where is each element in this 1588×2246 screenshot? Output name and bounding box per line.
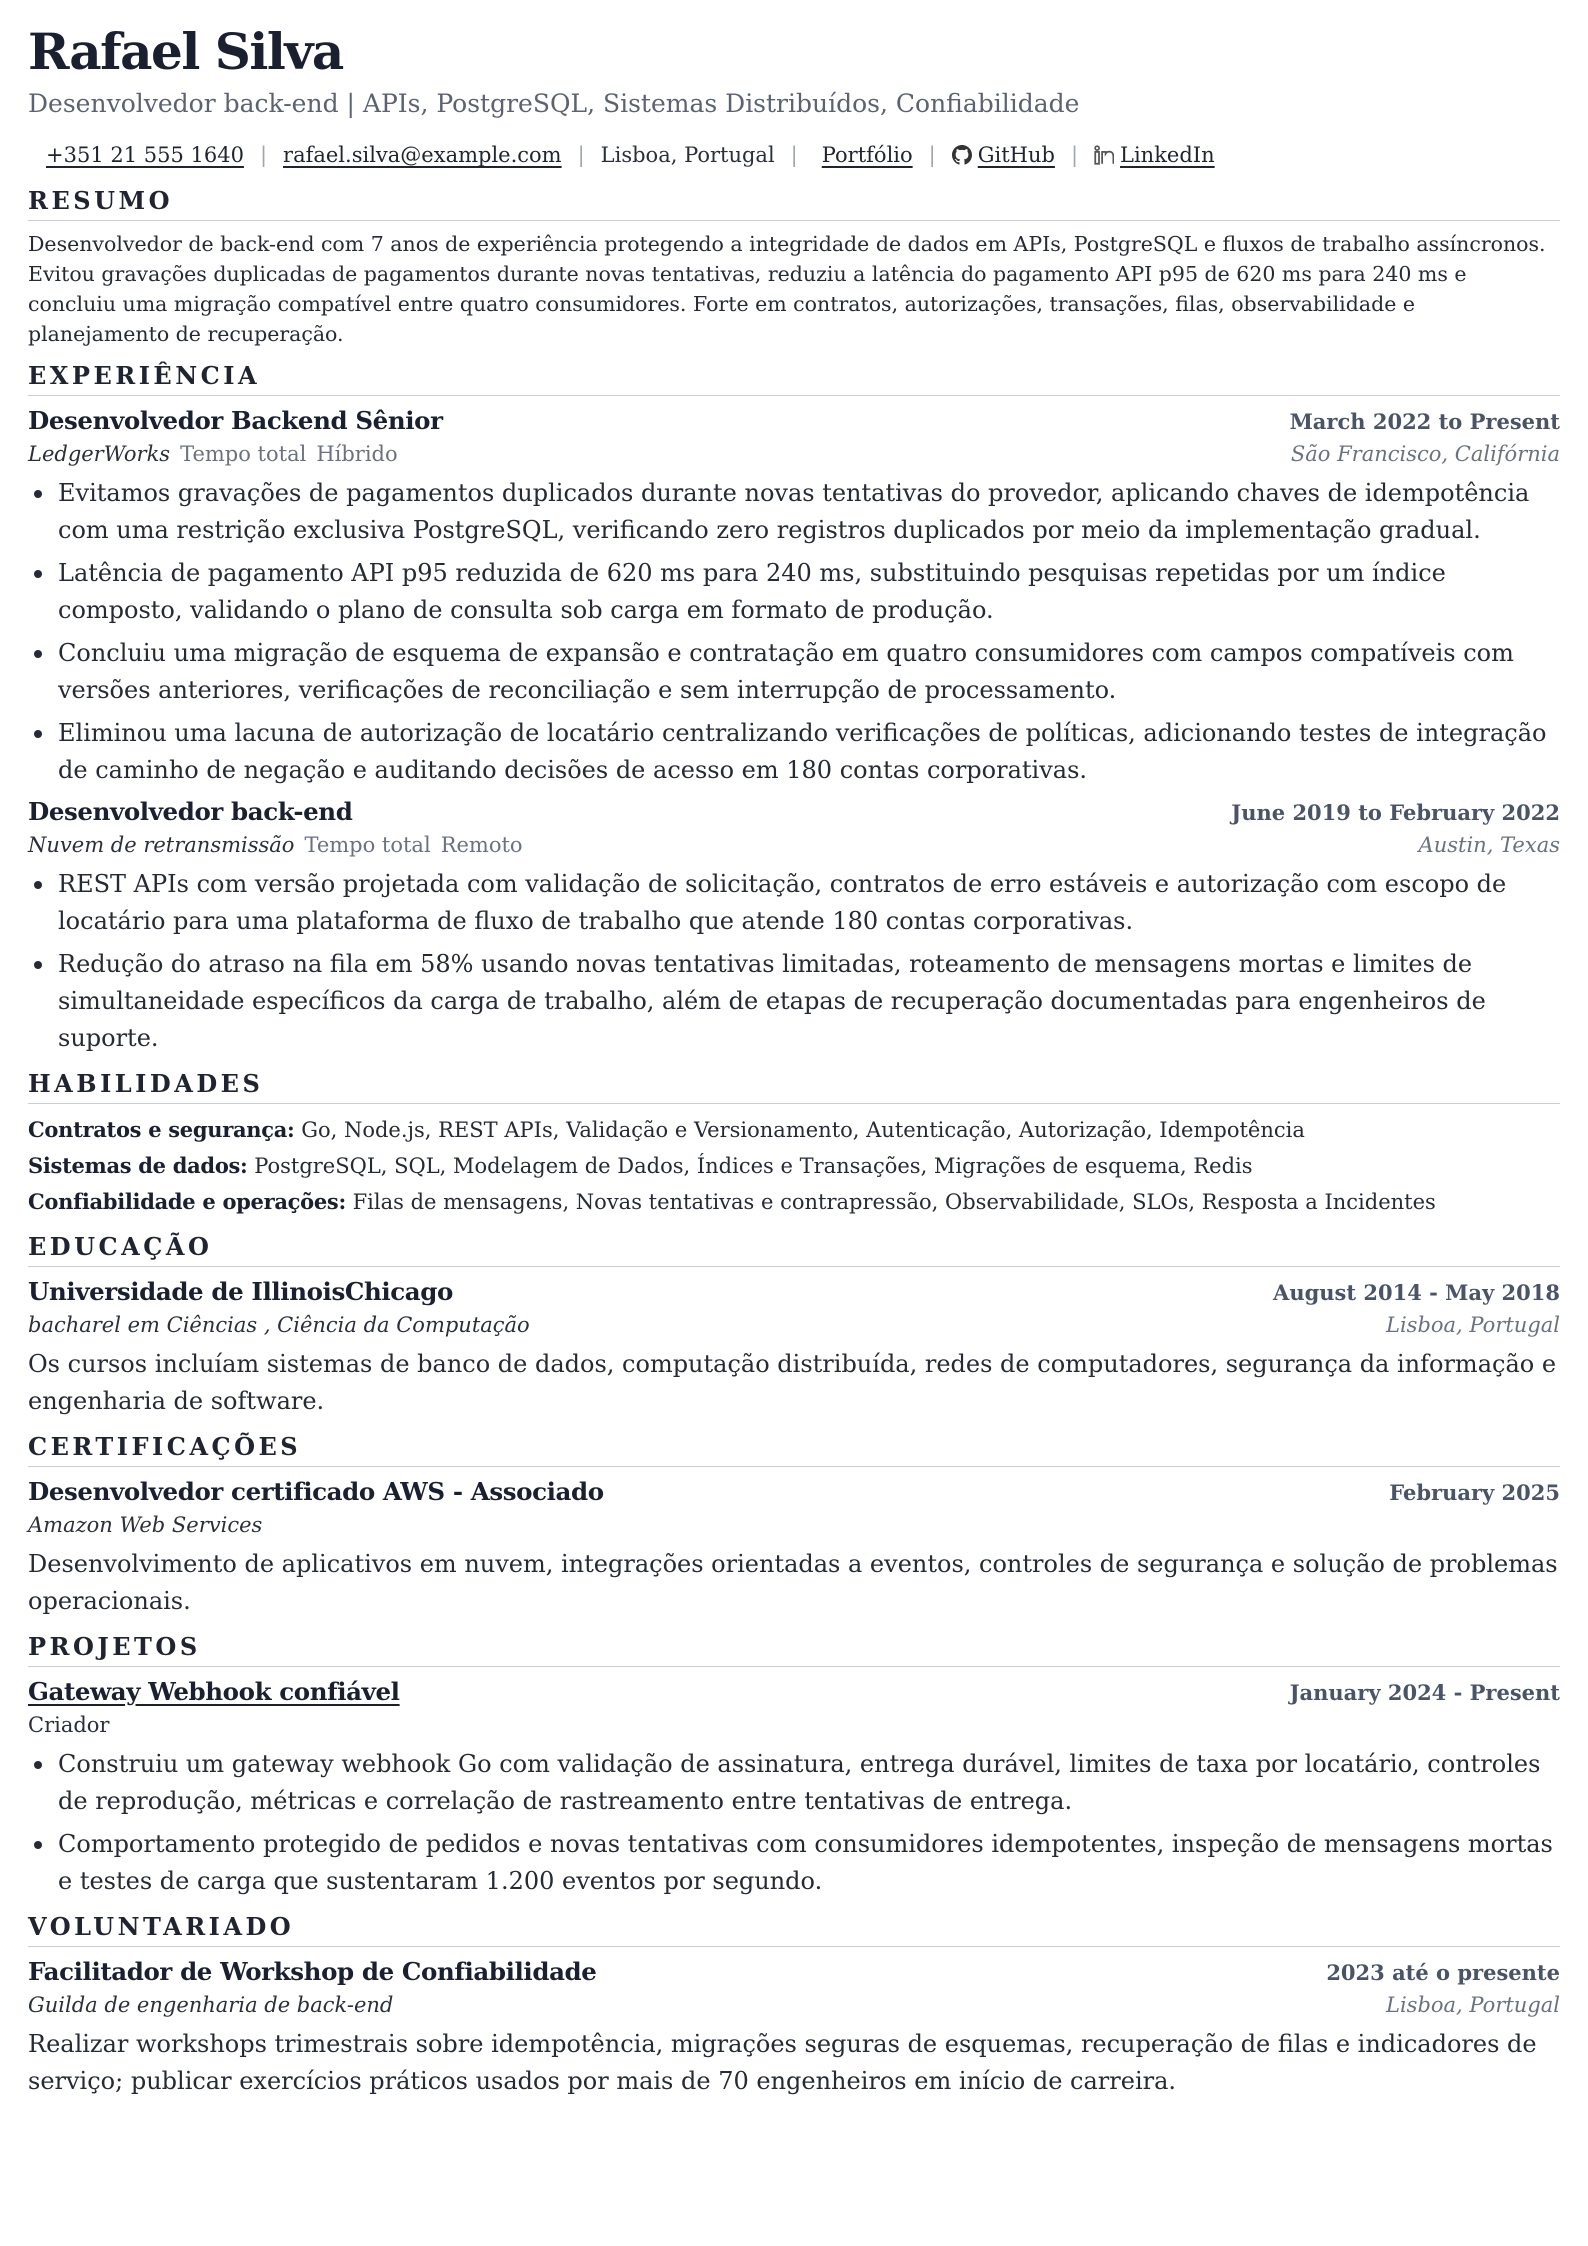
experience-entry (28, 404, 1560, 789)
job-mode: Remoto (440, 833, 523, 857)
linkedin-icon (1094, 145, 1114, 165)
volunteer-org: Guilda de engenharia de back-end (28, 1993, 394, 2017)
bullet-item: Comportamento protegido de pedidos e novas tentativas com consumidores idempotentes, inspeção de mensagens mortas e testes de carga que sustentaram 1.200 eventos por segundo. (28, 1826, 1560, 1900)
section-title-certifications: CERTIFICAÇÕES (28, 1430, 1560, 1467)
job-location: Austin, Texas (1418, 833, 1560, 857)
project-title-link[interactable]: Gateway Webhook confiável (28, 1677, 400, 1706)
contact-separator: | (1070, 143, 1079, 167)
project-bullets (28, 1746, 1560, 1900)
bullet-item: Construiu um gateway webhook Go com validação de assinatura, entrega durável, limites de taxa por locatário, controles de reprodução, métricas e correlação de rastreamento entre tentativas de entrega. (28, 1746, 1560, 1820)
certification-date: February 2025 (1389, 1480, 1560, 1505)
summary-section (28, 184, 1560, 349)
section-title-summary: RESUMO (28, 184, 1560, 221)
projects-section (28, 1630, 1560, 1900)
project-entry (28, 1675, 1560, 1900)
skill-row (28, 1184, 1560, 1220)
company-name: LedgerWorks (28, 442, 171, 466)
github-icon (952, 145, 972, 165)
bullet-item: Latência de pagamento API p95 reduzida de 620 ms para 240 ms, substituindo pesquisas repetidas por um índice composto, validando o plano de consulta sob carga em formato de produção. (28, 555, 1560, 629)
contact-separator: | (577, 143, 585, 167)
contact-separator: | (790, 143, 798, 167)
education-desc: Os cursos incluíam sistemas de banco de dados, computação distribuída, redes de computadores, segurança da informação e engenharia de software. (28, 1350, 1557, 1415)
portfolio-link[interactable]: Portfólio (821, 143, 913, 167)
job-date: March 2022 to Present (1289, 409, 1560, 434)
job-title: Desenvolvedor back-end (28, 797, 353, 826)
candidate-name: Rafael Silva (28, 22, 343, 81)
bullet-item: REST APIs com versão projetada com validação de solicitação, contratos de erro estáveis e autorização com escopo de locatário para uma plataforma de fluxo de trabalho que atende 180 contas corporativas. (28, 866, 1560, 940)
job-date: June 2019 to February 2022 (1231, 800, 1560, 825)
job-company (28, 830, 523, 860)
volunteer-desc: Realizar workshops trimestrais sobre idempotência, migrações seguras de esquemas, recuperação de filas e indicadores de serviço; publicar exercícios práticos usados por mais de 70 engenheiros em início de carreira. (28, 2030, 1537, 2095)
education-location: Lisboa, Portugal (1386, 1313, 1560, 1337)
skill-label: Contratos e segurança: (28, 1117, 295, 1142)
volunteer-title: Facilitador de Workshop de Confiabilidade (28, 1957, 597, 1986)
certifications-section (28, 1430, 1560, 1620)
volunteer-date: 2023 até o presente (1326, 1960, 1560, 1985)
project-role: Criador (28, 1713, 110, 1737)
education-date: August 2014 - May 2018 (1273, 1280, 1560, 1305)
summary-text: Desenvolvedor de back-end com 7 anos de experiência protegendo a integridade de dados em APIs, PostgreSQL e fluxos de trabalho assíncronos. Evitou gravações duplicadas de pagamentos durante novas tentativas, reduziu a latência do pagamento API p95 de 620 ms para 240 ms e concluiu uma migração compatível entre quatro consumidores. Forte em contratos, autorizações, transações, filas, observabilidade e planejamento de recuperação. (28, 232, 1546, 346)
school-name: Universidade de IllinoisChicago (28, 1277, 453, 1306)
job-type: Tempo total (304, 833, 431, 857)
education-entry (28, 1275, 1560, 1420)
location-text: Lisboa, Portugal (600, 143, 775, 167)
skill-label: Sistemas de dados: (28, 1153, 248, 1178)
phone-link[interactable]: +351 21 555 1640 (46, 143, 244, 167)
section-title-experience: EXPERIÊNCIA (28, 359, 1560, 396)
skill-items: PostgreSQL, SQL, Modelagem de Dados, Índices e Transações, Migrações de esquema, Redis (254, 1154, 1253, 1178)
job-bullets (28, 475, 1560, 789)
job-location: São Francisco, Califórnia (1290, 442, 1560, 466)
certification-entry (28, 1475, 1560, 1620)
skill-label: Confiabilidade e operações: (28, 1189, 346, 1214)
skill-row (28, 1112, 1560, 1148)
skill-items: Go, Node.js, REST APIs, Validação e Versionamento, Autenticação, Autorização, Idempotência (301, 1118, 1305, 1142)
bullet-item: Redução do atraso na fila em 58% usando novas tentativas limitadas, roteamento de mensagens mortas e limites de simultaneidade específicos da carga de trabalho, além de etapas de recuperação documentadas para engenheiros de suporte. (28, 946, 1560, 1057)
certification-title: Desenvolvedor certificado AWS - Associado (28, 1477, 604, 1506)
project-date: January 2024 - Present (1289, 1680, 1560, 1705)
section-title-education: EDUCAÇÃO (28, 1230, 1560, 1267)
degree-name: bacharel em Ciências , Ciência da Computação (28, 1313, 530, 1337)
section-title-projects: PROJETOS (28, 1630, 1560, 1667)
volunteer-section (28, 1910, 1560, 2100)
job-title: Desenvolvedor Backend Sênior (28, 406, 443, 435)
education-section (28, 1230, 1560, 1420)
email-link[interactable]: rafael.silva@example.com (283, 143, 562, 167)
contact-separator: | (259, 143, 268, 167)
skill-row (28, 1148, 1560, 1184)
linkedin-link[interactable]: LinkedIn (1120, 143, 1215, 167)
skills-section (28, 1067, 1560, 1220)
job-bullets (28, 866, 1560, 1057)
job-mode: Híbrido (316, 442, 398, 466)
volunteer-location: Lisboa, Portugal (1386, 1993, 1560, 2017)
experience-section (28, 359, 1560, 1057)
certification-issuer: Amazon Web Services (28, 1513, 263, 1537)
job-company (28, 439, 398, 469)
bullet-item: Eliminou uma lacuna de autorização de locatário centralizando verificações de políticas, adicionando testes de integração de caminho de negação e auditando decisões de acesso em 180 contas corporativas. (28, 715, 1560, 789)
github-link[interactable]: GitHub (977, 143, 1055, 167)
contact-bar (28, 140, 1560, 170)
certification-desc: Desenvolvimento de aplicativos em nuvem, integrações orientadas a eventos, controles de segurança e solução de problemas operacionais. (28, 1550, 1558, 1615)
section-title-volunteer: VOLUNTARIADO (28, 1910, 1560, 1947)
skill-items: Filas de mensagens, Novas tentativas e contrapressão, Observabilidade, SLOs, Resposta a Incidentes (352, 1190, 1436, 1214)
company-name: Nuvem de retransmissão (28, 833, 295, 857)
job-type: Tempo total (180, 442, 307, 466)
experience-entry (28, 795, 1560, 1057)
candidate-tagline: Desenvolvedor back-end | APIs, PostgreSQL, Sistemas Distribuídos, Confiabilidade (28, 89, 1080, 118)
section-title-skills: HABILIDADES (28, 1067, 1560, 1104)
contact-separator: | (928, 143, 936, 167)
bullet-item: Evitamos gravações de pagamentos duplicados durante novas tentativas do provedor, aplicando chaves de idempotência com uma restrição exclusiva PostgreSQL, verificando zero registros duplicados por meio da implementação gradual. (28, 475, 1560, 549)
bullet-item: Concluiu uma migração de esquema de expansão e contratação em quatro consumidores com campos compatíveis com versões anteriores, verificações de reconciliação e sem interrupção de processamento. (28, 635, 1560, 709)
resume-header (28, 20, 1560, 170)
volunteer-entry (28, 1955, 1560, 2100)
